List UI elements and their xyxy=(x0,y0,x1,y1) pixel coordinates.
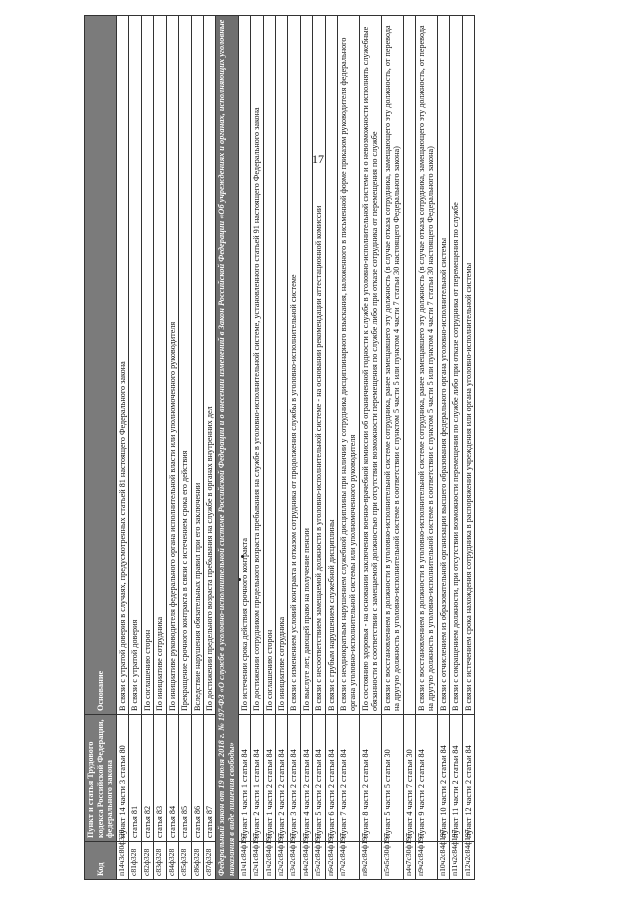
row-basis: В связи с восстановлением в должности в уголовно-исполнительной системе сотрудника, ранее замещавшего эту должность (в случае отказа сотрудника, замещающего эту должность, от перевода на другую должность в уголовно-исполнительной системе в соответствии с пунктом 5 части 5 или пунктом 4 части 7 статьи 30 настоящего Федерального закона) xyxy=(416,16,438,715)
row-basis: По достижении предельного возраста пребывания на службе в органах внутренних дел xyxy=(203,16,215,715)
row-code: п6ч2с84ф197 xyxy=(325,842,337,880)
row-code: п11ч2с84ф197 xyxy=(450,842,462,880)
row-code: с86ф328 xyxy=(191,842,203,880)
row-item: пункт 7 части 2 статьи 84 xyxy=(338,715,360,842)
table-row xyxy=(300,16,312,880)
law-title-row xyxy=(216,16,238,880)
row-item: пункт 8 части 2 статьи 84 xyxy=(359,715,381,842)
row-code: п14ч3с80ф328 xyxy=(117,842,129,880)
row-basis: По инициативе руководителя федерального органа исполнительной власти или уполномоченного руководителя xyxy=(166,16,178,715)
law-title: Федеральный закон от 19 июля 2018 г. № 197-ФЗ «О службе в уголовно-исполнительной системе Российской Федерации и о внесении изменений в Закон Российской Федерации «Об учреждениях и органах, исполняющих уголовные наказания в виде лишения свободы» xyxy=(216,16,238,880)
row-basis: По инициативе сотрудника xyxy=(275,16,287,715)
row-code: п4ч2с84ф197 xyxy=(300,842,312,880)
row-item: пункт 2 части 2 статьи 84 xyxy=(275,715,287,842)
row-code: с83ф328 xyxy=(154,842,166,880)
table-row xyxy=(141,16,153,880)
table-row xyxy=(166,16,178,880)
table-row xyxy=(117,16,129,880)
row-code: п5ч5с30ф197 xyxy=(381,842,403,880)
row-code: п2ч1с84ф197 xyxy=(251,842,263,880)
table-row xyxy=(462,16,474,880)
row-basis: По инициативе сотрудника xyxy=(154,16,166,715)
table-row xyxy=(238,16,250,880)
row-basis: По достижении сотрудником предельного возраста пребывания на службе в уголовно-исполнительной системе, установленного статьей 91 настоящего Федерального закона xyxy=(251,16,263,715)
row-code: п8ч2с84ф197 xyxy=(359,842,381,880)
table-row xyxy=(251,16,263,880)
row-code: п9ч2с84ф197 xyxy=(416,842,438,880)
row-code: п1ч2с84ф197 xyxy=(263,842,275,880)
row-item: статья 87 xyxy=(203,715,215,842)
table-row xyxy=(359,16,381,880)
table-row xyxy=(263,16,275,880)
row-code: с81ф328 xyxy=(129,842,141,880)
row-basis: В связи с отчислением из образовательной организации высшего образования федерального органа уголовно-исполнительной системы xyxy=(437,16,449,715)
row-code: п12ч2с84ф197 xyxy=(462,842,474,880)
table-body-bottom xyxy=(238,16,474,880)
row-code: с84ф328 xyxy=(166,842,178,880)
row-item: пункт 9 части 2 статьи 84 xyxy=(416,715,438,842)
row-basis: По соглашению сторон xyxy=(141,16,153,715)
row-basis: В связи с грубым нарушением служебной дисциплины xyxy=(325,16,337,715)
row-item: пункт 12 части 2 статьи 84 xyxy=(462,715,474,842)
row-item: статья 83 xyxy=(154,715,166,842)
table-row xyxy=(381,16,403,880)
row-basis: В связи с истечением срока нахождения сотрудника в распоряжении учреждения или органа уголовно-исполнительной системы xyxy=(462,16,474,715)
row-item: пункт 1 части 2 статьи 84 xyxy=(263,715,275,842)
row-item: статья 86 xyxy=(191,715,203,842)
table-row xyxy=(179,16,191,880)
row-basis: В связи с неоднократным нарушением служебной дисциплины при наличии у сотрудника дисциплинарного взыскания, наложенного в письменной форме приказом руководителя федерального органа уголовно-исполнительной системы или уполномоченного руководителя xyxy=(338,16,360,715)
row-item: статья 84 xyxy=(166,715,178,842)
row-basis: В связи с изменением условий контракта и отказом сотрудника от продолжения службы в уголовно-исполнительной системе xyxy=(288,16,300,715)
table-row xyxy=(437,16,449,880)
rotated-document-table xyxy=(84,16,624,880)
row-item: пункт 10 части 2 статьи 84 xyxy=(437,715,449,842)
table-header-row xyxy=(85,16,117,880)
dismissal-grounds-table xyxy=(84,15,475,880)
table-row xyxy=(129,16,141,880)
row-item: пункт 5 части 2 статьи 84 xyxy=(313,715,325,842)
row-code: с87ф328 xyxy=(203,842,215,880)
page-number: 17 xyxy=(312,152,324,166)
row-item: пункт 4 части 7 статьи 30 xyxy=(403,715,415,842)
table-row xyxy=(275,16,287,880)
table-row xyxy=(325,16,337,880)
header-basis: Основание xyxy=(85,16,117,715)
header-code: Код xyxy=(85,842,117,880)
row-basis: В связи с восстановлением в должности в уголовно-исполнительной системе сотрудника, ранее замещавшего эту должность (в случае отказа сотрудника, замещающего эту должность, от перевода на другую должность в уголовно-исполнительной системе в соответствии с пунктом 5 части 5 или пунктом 4 части 7 статьи 30 настоящего Федерального закона) xyxy=(381,16,403,715)
row-code: п1ч1с84ф197 xyxy=(238,842,250,880)
row-basis: Прекращение срочного контракта в связи с истечением срока его действия xyxy=(179,16,191,715)
row-basis: По соглашению сторон xyxy=(263,16,275,715)
row-item: пункт 3 части 2 статьи 84 xyxy=(288,715,300,842)
row-basis: По выслуге лет, дающей право на получение пенсии xyxy=(300,16,312,715)
row-item: пункт 4 части 2 статьи 84 xyxy=(300,715,312,842)
row-basis: В связи с несоответствием замещаемой должности в уголовно-исполнительной системе - на основании рекомендации аттестационной комиссии xyxy=(313,16,325,715)
row-basis: По состоянию здоровья - на основании заключения военно-врачебной комиссии об ограниченной годности к службе в уголовно-исполнительной системе и о невозможности исполнять служебные обязанности в соответствии с замещаемой должностью при отсутствии возможности перемещения по службе либо при отказе сотрудника от перемещения по службе xyxy=(359,16,381,715)
row-item: пункт 1 части 1 статьи 84 xyxy=(238,715,250,842)
row-code: п5ч2с84ф197 xyxy=(313,842,325,880)
row-item: пункт 11 части 2 статьи 84 xyxy=(450,715,462,842)
row-basis: В связи с утратой доверия в случаях, предусмотренных статьей 81 настоящего Федерального закона xyxy=(117,16,129,715)
row-code: п10ч2с84ф197 xyxy=(437,842,449,880)
row-basis: В связи с утратой доверия xyxy=(129,16,141,715)
row-code: п4ч7с30ф197 xyxy=(403,842,415,880)
row-code: с82ф328 xyxy=(141,842,153,880)
header-item: Пункт и статья Трудового кодекса Российской Федерации, федерального закона xyxy=(85,715,117,842)
table-row xyxy=(191,16,203,880)
row-code: п3ч2с84ф197 xyxy=(288,842,300,880)
table-row xyxy=(338,16,360,880)
row-code: п2ч2с84ф197 xyxy=(275,842,287,880)
row-basis: По истечении срока действия срочного контракта xyxy=(238,16,250,715)
table-row xyxy=(288,16,300,880)
table-row xyxy=(154,16,166,880)
row-item: статья 82 xyxy=(141,715,153,842)
table-body-top xyxy=(117,16,216,880)
row-code: п7ч2с84ф197 xyxy=(338,842,360,880)
row-item: пункт 14 части 3 статьи 80 xyxy=(117,715,129,842)
row-item: статья 81 xyxy=(129,715,141,842)
table-row xyxy=(313,16,325,880)
row-item: статья 85 xyxy=(179,715,191,842)
table-row xyxy=(450,16,462,880)
table-row xyxy=(403,16,415,880)
row-basis xyxy=(403,16,415,715)
row-basis: В связи с сокращением должности, при отсутствии возможности перемещения по службе либо при отказе сотрудника от перемещения по службе xyxy=(450,16,462,715)
table-row xyxy=(416,16,438,880)
row-basis: Вследствие нарушения обязательных правил при его заключении xyxy=(191,16,203,715)
row-item: пункт 6 части 2 статьи 84 xyxy=(325,715,337,842)
row-item: пункт 2 части 1 статьи 84 xyxy=(251,715,263,842)
row-code: с85ф328 xyxy=(179,842,191,880)
row-item: пункт 5 части 5 статьи 30 xyxy=(381,715,403,842)
table-row xyxy=(203,16,215,880)
